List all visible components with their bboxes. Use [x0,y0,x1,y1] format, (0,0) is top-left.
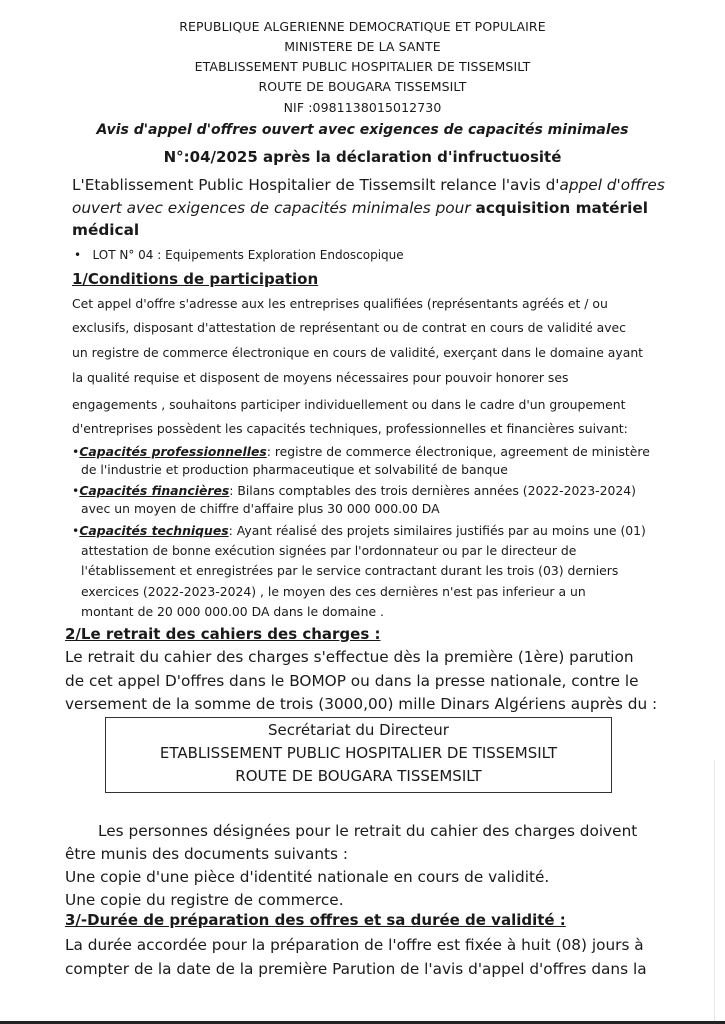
notice-title: Avis d'appel d'offres ouvert avec exigences de capacités minimales [96,122,629,138]
header-nif: NIF :0981138015012730 [283,100,442,115]
capacity-professional [72,444,650,459]
scan-edge [714,760,715,1022]
section-2-text: versement de la somme de trois (3000,00) mille Dinars Algériens auprès du : [65,695,658,713]
capacity-text: l'établissement et enregistrées par le service contractant durant les trois (03) derniers [81,563,619,578]
capacity-financial [72,483,636,498]
section-1-heading: 1/Conditions de participation [72,270,319,288]
capacity-text: exercices (2022-2023-2024) , le moyen des ces dernières n'est pas inferieur a un [81,584,586,599]
capacity-text: montant de 20 000 000.00 DA dans le domaine . [81,604,384,619]
bullet-icon: • [72,483,80,498]
intro-line-3: médical [72,221,140,239]
capacity-label: Capacités professionnelles [79,444,267,459]
capacity-text: attestation de bonne exécution signées par l'ordonnateur ou par le directeur de [81,543,577,558]
box-secretariat: Secrétariat du Directeur [268,721,449,739]
section-2-text: Le retrait du cahier des charges s'effectue dès la première (1ère) parution [65,648,634,666]
intro-line-2 [72,199,648,217]
documents-intro: être munis des documents suivants : [65,845,348,863]
intro-subject: acquisition matériel [475,199,648,217]
notice-number: N°:04/2025 après la déclaration d'infructuosité [163,148,562,166]
document-item: Une copie d'une pièce d'identité nationale en cours de validité. [65,868,550,886]
header-republic: REPUBLIQUE ALGERIENNE DEMOCRATIQUE ET POPULAIRE [179,19,546,34]
section-3-text: La durée accordée pour la préparation de l'offre est fixée à huit (08) jours à [65,936,644,954]
intro-line-1 [72,176,665,194]
capacity-text: : Bilans comptables des trois dernières années (2022-2023-2024) [229,483,636,498]
capacity-text: : Ayant réalisé des projets similaires justifiés par au moins une (01) [228,523,646,538]
lot-label: LOT N° 04 : Equipements Exploration Endoscopique [92,248,404,262]
capacity-label: Capacités financières [79,483,230,498]
capacity-text: de l'industrie et production pharmaceutique et solvabilité de banque [81,462,508,477]
intro-italic: ouvert avec exigences de capacités minimales pour [72,199,476,217]
section-1-text: exclusifs, disposant d'attestation de représentant ou de contrat en cours de validité avec [72,320,626,335]
lot-item [74,248,404,262]
section-3-text: compter de la date de la première Parution de l'avis d'appel d'offres dans la [65,960,647,978]
intro-text: L'Etablissement Public Hospitalier de Tissemsilt relance l'avis d' [72,176,560,194]
section-1-text: engagements , souhaitons participer individuellement ou dans le cadre d'un groupement [72,397,626,412]
section-1-text: d'entreprises possèdent les capacités techniques, professionnelles et financières suivant: [72,421,628,436]
capacity-text: avec un moyen de chiffre d'affaire plus 30 000 000.00 DA [81,501,440,516]
capacity-text: : registre de commerce électronique, agreement de ministère [266,444,650,459]
capacity-technical [72,523,646,538]
header-establishment: ETABLISSEMENT PUBLIC HOSPITALIER DE TISSEMSILT [194,59,531,74]
intro-italic: appel d'offres [559,176,665,194]
bullet-icon: • [72,523,80,538]
section-2-heading: 2/Le retrait des cahiers des charges : [65,625,381,643]
capacity-label: Capacités techniques [79,523,229,538]
header-address: ROUTE DE BOUGARA TISSEMSILT [258,79,467,94]
documents-intro: Les personnes désignées pour le retrait du cahier des charges doivent [98,822,638,840]
section-1-text: un registre de commerce électronique en cours de validité, exerçant dans le domaine ayant [72,345,644,360]
box-address: ROUTE DE BOUGARA TISSEMSILT [235,767,482,785]
bullet-icon: • [72,444,80,459]
document-item: Une copie du registre de commerce. [65,891,344,909]
section-3-heading: 3/-Durée de préparation des offres et sa durée de validité : [65,911,566,929]
address-box [105,717,612,793]
section-1-text: la qualité requise et disposent de moyens nécessaires pour pouvoir honorer ses [72,370,569,385]
bullet-icon: • [74,248,82,262]
box-establishment: ETABLISSEMENT PUBLIC HOSPITALIER DE TISSEMSILT [159,744,558,762]
section-1-text: Cet appel d'offre s'adresse aux les entreprises qualifiées (représentants agréés et / ou [72,296,608,311]
section-2-text: de cet appel D'offres dans le BOMOP ou dans la presse nationale, contre le [65,672,639,690]
header-ministry: MINISTERE DE LA SANTE [284,39,441,54]
